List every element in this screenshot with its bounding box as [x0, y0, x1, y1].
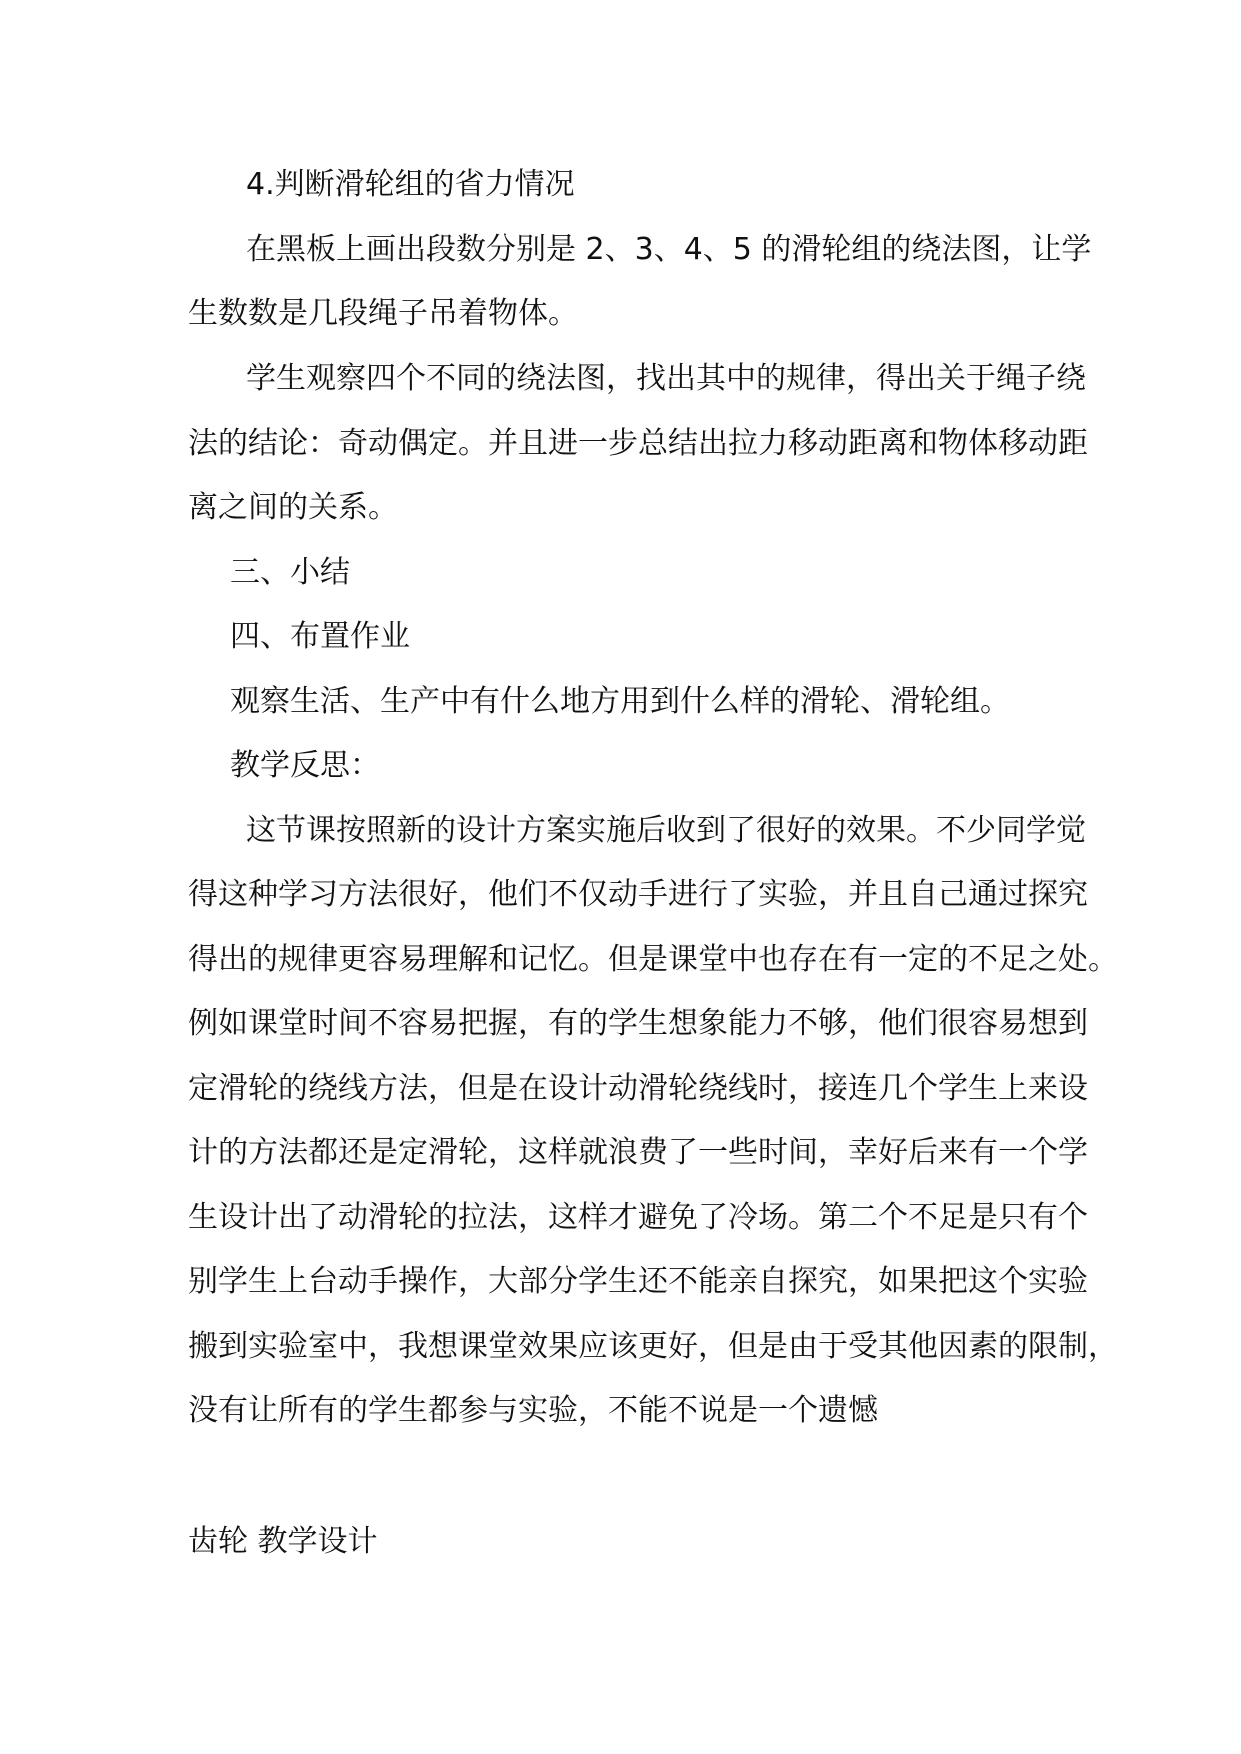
paragraph-line: 法的结论：奇动偶定。并且进一步总结出拉力移动距离和物体移动距 [188, 426, 1088, 461]
reflection-line: 计的方法都还是定滑轮，这样就浪费了一些时间，幸好后来有一个学 [188, 1135, 1088, 1170]
paragraph-line: 生数数是几段绳子吊着物体。 [188, 296, 578, 331]
reflection-line: 没有让所有的学生都参与实验，不能不说是一个遗憾 [188, 1393, 878, 1428]
homework-text: 观察生活、生产中有什么地方用到什么样的滑轮、滑轮组。 [230, 684, 1010, 719]
reflection-heading: 教学反思： [230, 748, 380, 783]
section-heading: 4.判断滑轮组的省力情况 [246, 167, 575, 202]
reflection-line: 得出的规律更容易理解和记忆。但是课堂中也存在有一定的不足之处。 [188, 942, 1118, 977]
paragraph-line: 学生观察四个不同的绕法图，找出其中的规律，得出关于绳子绕 [246, 361, 1086, 396]
homework-heading: 四、布置作业 [230, 619, 410, 654]
paragraph-line: 离之间的关系。 [188, 490, 398, 525]
reflection-line: 定滑轮的绕线方法，但是在设计动滑轮绕线时，接连几个学生上来设 [188, 1071, 1088, 1106]
reflection-line: 生设计出了动滑轮的拉法，这样才避免了冷场。第二个不足是只有个 [188, 1200, 1088, 1235]
reflection-line: 这节课按照新的设计方案实施后收到了很好的效果。不少同学觉 [246, 813, 1086, 848]
reflection-line: 得这种学习方法很好，他们不仅动手进行了实验，并且自己通过探究 [188, 877, 1088, 912]
next-section-title: 齿轮 教学设计 [188, 1524, 378, 1559]
reflection-line: 例如课堂时间不容易把握，有的学生想象能力不够，他们很容易想到 [188, 1006, 1088, 1041]
summary-heading: 三、小结 [230, 555, 350, 590]
reflection-line: 搬到实验室中，我想课堂效果应该更好，但是由于受其他因素的限制， [188, 1329, 1118, 1364]
paragraph-line: 在黑板上画出段数分别是 2、3、4、5 的滑轮组的绕法图，让学 [246, 232, 1092, 267]
reflection-line: 别学生上台动手操作，大部分学生还不能亲自探究，如果把这个实验 [188, 1264, 1088, 1299]
